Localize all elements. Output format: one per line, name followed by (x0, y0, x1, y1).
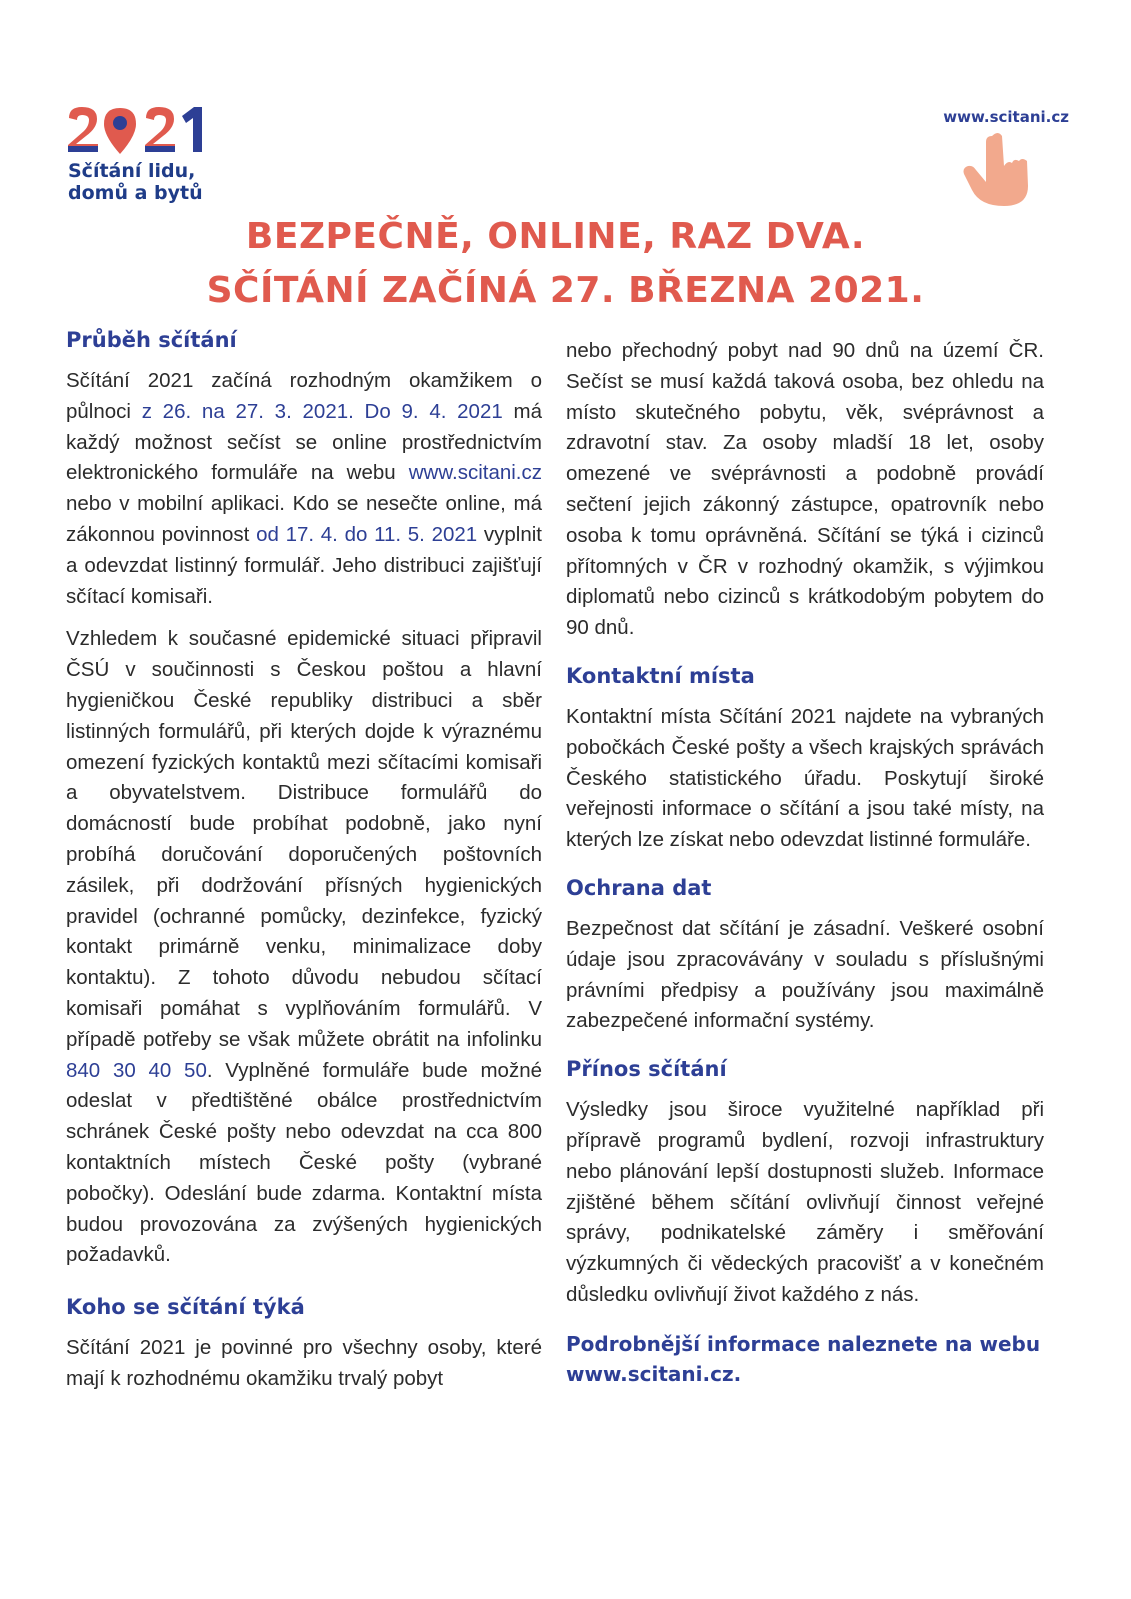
text-run: Vzhledem k současné epidemické situaci připravil ČSÚ v součinnosti s Českou poštou a hlavní hygieničkou České republiky distribuci a sběr listinných formulářů, při kterých dojde k výraznému omezení fyzických kontaktů mezi sčítacími komisaři a obyvatelstvem. Distribuce formulářů do domácností bude probíhat podobně, jako nyní probíhá doručování doporučených poštovních zásilek, při dodržování přísných hygienických pravidel (ochranné pomůcky, dezinfekce, fyzický kontakt primárně venku, minimalizace doby kontaktu). Z tohoto důvodu nebudou sčítací komisaři pomáhat s vyplňováním formulářů. V případě potřeby se však můžete obrátit na infolinku (66, 627, 542, 1051)
paragraph-kontaktni-mista: Kontaktní místa Sčítání 2021 najdete na vybraných pobočkách České pošty a všech krajských správách Českého statistického úřadu. Poskytují široké veřejnosti informace o sčítání a jsou také místy, na kterých lze získat nebo odevzdat listinné formuláře. (566, 704, 1044, 852)
footer-info (566, 1329, 1044, 1389)
paragraph-prinos: Výsledky jsou široce využitelné například při přípravě programů bydlení, rozvoji infrastruktury nebo plánování lepší dostupnosti služeb. Informace zjištěné během sčítání ovlivňují činnost veřejné správy, podnikatelské záměry i směřování výzkumných či vědeckých pracovišť a v konečném důsledku ovlivňují život každého z nás. (566, 1098, 1044, 1306)
logo-line-1: Sčítání lidu, (68, 160, 196, 182)
text-run: Sčítání 2021 začíná rozhodným okamžikem o půlnoci (66, 369, 542, 423)
section-title-prinos: Přínos sčítání (566, 1057, 727, 1082)
text-run: má každý možnost sečíst se online prostřednictvím elektronického formuláře na webu (66, 399, 542, 485)
headline-line-1: BEZPEČNĚ, ONLINE, RAZ DVA. (245, 216, 866, 257)
section-title-prubeh: Průběh sčítání (66, 328, 237, 352)
infoline-number: 840 30 40 50 (66, 1058, 207, 1082)
website-link-top[interactable]: www.scitani.cz (943, 108, 1069, 126)
text-run: . Vyplněné formuláře bude možné odeslat v předtištěné obálce prostřednictvím schránek České pošty nebo odevzdat na cca 800 kontaktních místech České pošty (vybrané pobočky). Odeslání bude zdarma. Kontaktní místa budou provozována za zvýšených hygienických požadavků. (66, 1058, 542, 1267)
logo-line-2: domů a bytů (68, 182, 203, 204)
paragraph-koho: Sčítání 2021 je povinné pro všechny osoby, které mají k rozhodnému okamžiku trvalý pobyt (66, 1336, 542, 1390)
paragraph-epidemic (66, 624, 542, 1271)
section-title-koho: Koho se sčítání týká (66, 1295, 305, 1320)
paragraph-prubeh (66, 366, 542, 612)
text-run: nebo v mobilní aplikaci. Kdo se nesečte online, má zákonnou povinnost (66, 492, 542, 546)
section-title-ochrana-dat: Ochrana dat (566, 875, 712, 900)
highlight-dates: z 26. na 27. 3. 2021. Do 9. 4. 2021 (141, 399, 503, 423)
website-link-inline[interactable]: www.scitani.cz (408, 461, 542, 485)
right-column (566, 336, 1044, 1389)
headline-line-2: SČÍTÁNÍ ZAČÍNÁ 27. BŘEZNA 2021. (206, 270, 925, 311)
paragraph-koho-continued: nebo přechodný pobyt nad 90 dnů na území ČR. Sečíst se musí každá taková osoba, bez ohledu na místo skutečného pobytu, věk, svéprávnost a zdravotní stav. Za osoby mladší 18 let, osoby omezené ve svéprávnosti a podobně provádí sečtení jejich zákonný zástupce, opatrovník nebo osoba k tomu oprávněná. Sčítání se týká i cizinců přítomných v ČR v rozhodný okamžik, s výjimkou diplomatů nebo cizinců s krátkodobým pobytem do 90 dnů. (566, 339, 1044, 640)
paragraph-ochrana-dat: Bezpečnost dat sčítání je zásadní. Veškeré osobní údaje jsou zpracovávány v souladu s příslušnými právními předpisy a používány jsou maximálně zabezpečené informační systémy. (566, 916, 1044, 1033)
pointing-hand-icon (962, 130, 1034, 210)
year-2021-logo-mark (66, 104, 206, 156)
left-column (66, 328, 542, 1407)
text-run: vyplnit a odevzdat listinný formulář. Jeho distribuci zajišťují sčítací komisaři. (66, 522, 542, 608)
footer-line-1: Podrobnější informace naleznete na webu (566, 1331, 1041, 1356)
footer-website-link[interactable]: www.scitani.cz. (566, 1361, 742, 1386)
census-logo (66, 104, 226, 224)
highlight-dates: od 17. 4. do 11. 5. 2021 (256, 522, 478, 546)
location-pin-icon (104, 108, 136, 154)
logo-text (68, 160, 203, 204)
section-title-kontaktni-mista: Kontaktní místa (566, 663, 755, 688)
